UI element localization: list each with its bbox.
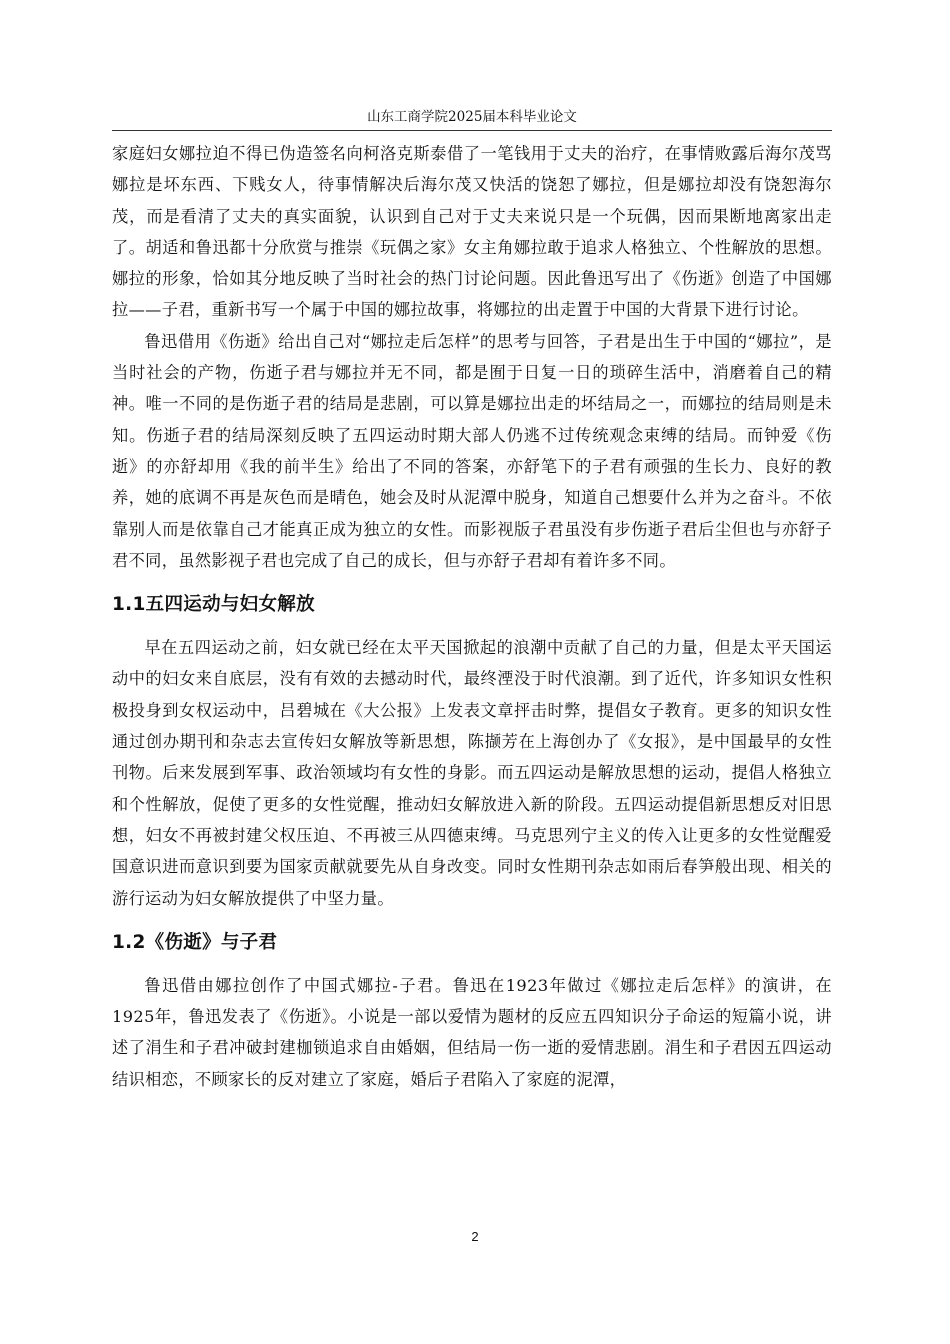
section-heading: 1.2《伤逝》与子君 <box>112 931 278 953</box>
paragraph-continuation: 家庭妇女娜拉迫不得已伪造签名向柯洛克斯泰借了一笔钱用于丈夫的治疗，在事情败露后海尔茂骂娜拉是坏东西、下贱女人，待事情解决后海尔茂又快活的饶恕了娜拉，但是娜拉却没有饶恕海尔茂，而是看清了丈夫的真实面貌，认识到自己对于丈夫来说只是一个玩偶，因而果断地离家出走了。胡适和鲁迅都十分欣赏与推崇《玩偶之家》女主角娜拉敢于追求人格独立、个性解放的思想。娜拉的形象，恰如其分地反映了当时社会的热门讨论问题。因此鲁迅写出了《伤逝》创造了中国娜拉——子君，重新书写一个属于中国的娜拉故事，将娜拉的出走置于中国的大背景下进行讨论。 <box>112 144 832 320</box>
section-heading: 1.1五四运动与妇女解放 <box>112 594 315 616</box>
page-number: 2 <box>471 1229 479 1244</box>
document-body <box>112 138 832 1095</box>
page-header <box>112 106 832 131</box>
paragraph: 早在五四运动之前，妇女就已经在太平天国掀起的浪潮中贡献了自己的力量，但是太平天国运动中的妇女来自底层，没有有效的去撼动时代，最终湮没于时代浪潮。到了近代，许多知识女性积极投身到女权运动中，吕碧城在《大公报》上发表文章抨击时弊，提倡女子教育。更多的知识女性通过创办期刊和杂志去宣传妇女解放等新思想，陈撷芳在上海创办了《女报》，是中国最早的女性刊物。后来发展到军事、政治领域均有女性的身影。而五四运动是解放思想的运动，提倡人格独立和个性解放，促使了更多的女性觉醒，推动妇女解放进入新的阶段。五四运动提倡新思想反对旧思想，妇女不再被封建父权压迫、不再被三从四德束缚。马克思列宁主义的传入让更多的女性觉醒爱国意识进而意识到要为国家贡献就要先从自身改变。同时女性期刊杂志如雨后春笋般出现、相关的游行运动为妇女解放提供了中坚力量。 <box>112 638 832 908</box>
paragraph: 鲁迅借由娜拉创作了中国式娜拉-子君。鲁迅在1923年做过《娜拉走后怎样》的演讲，在1925年，鲁迅发表了《伤逝》。小说是一部以爱情为题材的反应五四知识分子命运的短篇小说，讲述了涓生和子君冲破封建枷锁追求自由婚姻，但结局一伤一逝的爱情悲剧。涓生和子君因五四运动结识相恋，不顾家长的反对建立了家庭，婚后子君陷入了家庭的泥潭， <box>112 975 832 1089</box>
paragraph: 鲁迅借用《伤逝》给出自己对“娜拉走后怎样”的思考与回答，子君是出生于中国的“娜拉”，是当时社会的产物，伤逝子君与娜拉并无不同，都是囿于日复一日的琐碎生活中，消磨着自己的精神。唯一不同的是伤逝子君的结局是悲剧，可以算是娜拉出走的坏结局之一，而娜拉的结局则是未知。伤逝子君的结局深刻反映了五四运动时期大部人仍逃不过传统观念束缚的结局。而钟爱《伤逝》的亦舒却用《我的前半生》给出了不同的答案，亦舒笔下的子君有顽强的生长力、良好的教养，她的底调不再是灰色而是晴色，她会及时从泥潭中脱身，知道自己想要什么并为之奋斗。不依靠别人而是依靠自己才能真正成为独立的女性。而影视版子君虽没有步伤逝子君后尘但也与亦舒子君不同，虽然影视子君也完成了自己的成长，但与亦舒子君却有着许多不同。 <box>112 331 832 570</box>
header-title: 山东工商学院2025届本科毕业论文 <box>367 109 577 125</box>
